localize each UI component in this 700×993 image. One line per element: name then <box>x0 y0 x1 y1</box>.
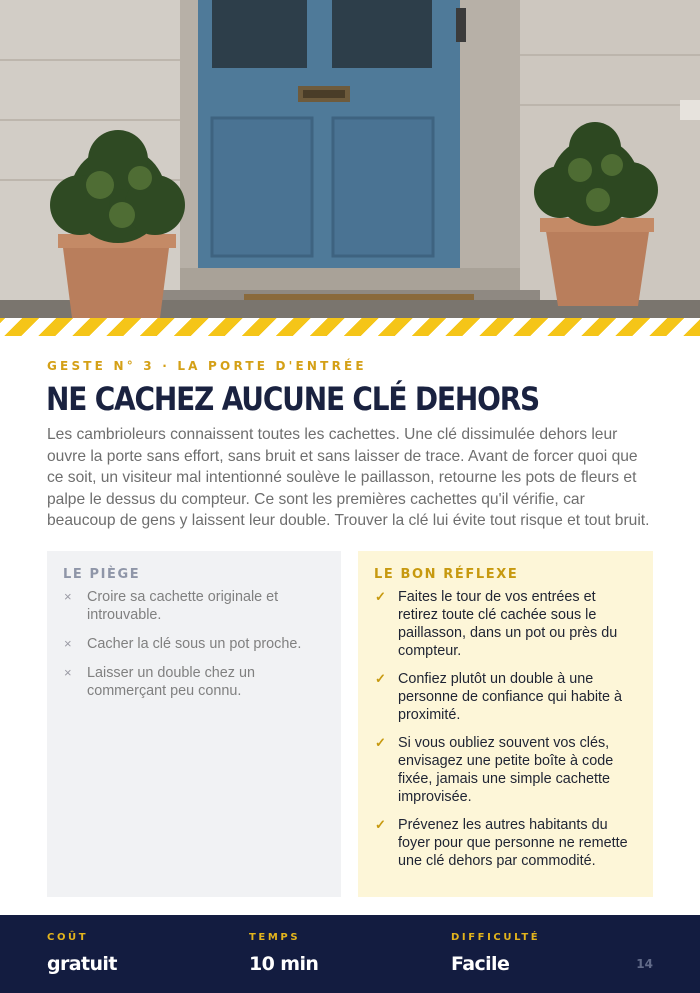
front-door-photo <box>0 0 700 318</box>
good-reflex-box <box>358 551 653 897</box>
difficulty-stat <box>451 932 540 975</box>
cost-label: COÛT <box>47 932 89 943</box>
time-stat <box>249 932 318 975</box>
list-item <box>374 734 637 806</box>
trap-item-text: Croire sa cachette originale et introuvable. <box>87 589 279 623</box>
good-reflex-list <box>374 588 637 870</box>
list-item <box>374 816 637 870</box>
list-item <box>63 664 325 700</box>
good-item-text: Si vous oubliez souvent vos clés, envisagez une petite boîte à code fixée, jamais une simple cachette improvisée. <box>398 735 614 805</box>
good-item-text: Faites le tour de vos entrées et retirez toute clé cachée sous le paillasson, dans un pot ou près du compteur. <box>398 589 618 659</box>
section-kicker: GESTE N° 3 · LA PORTE D'ENTRÉE <box>47 359 367 373</box>
footer-stats-bar <box>0 915 700 993</box>
trap-list <box>63 588 325 700</box>
list-item <box>374 588 637 660</box>
cross-icon: × <box>64 589 72 604</box>
time-label: TEMPS <box>249 932 301 943</box>
hazard-stripe-divider <box>0 318 700 336</box>
trap-item-text: Laisser un double chez un commerçant peu connu. <box>87 665 256 699</box>
cross-icon: × <box>64 665 72 680</box>
good-reflex-heading: LE BON RÉFLEXE <box>374 567 519 582</box>
page-number: 14 <box>636 957 653 971</box>
cost-value: gratuit <box>47 953 117 975</box>
difficulty-label: DIFFICULTÉ <box>451 932 541 943</box>
checkmark-icon: ✓ <box>375 817 386 832</box>
intro-paragraph: Les cambrioleurs connaissent toutes les cachettes. Une clé dissimulée dehors leur ouvre la porte sans effort, sans bruit et sans laisser de trace. Avant de forcer quoi que ce soit, un visiteur mal intentionné soulève le paillasson, retourne les pots de fleurs et palpe le dessus du compteur. Ce sont les premières cachettes qu'il vérifie, car beaucoup de gens y laissent leur double. Trouver la clé lui évite tout risque et tout bruit. <box>47 426 650 530</box>
cost-stat <box>47 932 117 975</box>
trap-heading: LE PIÈGE <box>63 567 141 582</box>
checkmark-icon: ✓ <box>375 671 386 686</box>
cross-icon: × <box>64 636 72 651</box>
trap-box <box>47 551 341 897</box>
good-item-text: Prévenez les autres habitants du foyer pour que personne ne remette une clé dehors par commodité. <box>398 817 628 869</box>
difficulty-value: Facile <box>451 953 510 975</box>
page-title: NE CACHEZ AUCUNE CLÉ DEHORS <box>46 380 540 418</box>
checkmark-icon: ✓ <box>375 735 386 750</box>
time-value: 10 min <box>249 953 319 975</box>
checkmark-icon: ✓ <box>375 589 386 604</box>
trap-item-text: Cacher la clé sous un pot proche. <box>87 636 302 652</box>
list-item <box>374 670 637 724</box>
list-item <box>63 635 325 653</box>
list-item <box>63 588 325 624</box>
good-item-text: Confiez plutôt un double à une personne de confiance qui habite à proximité. <box>398 671 623 723</box>
